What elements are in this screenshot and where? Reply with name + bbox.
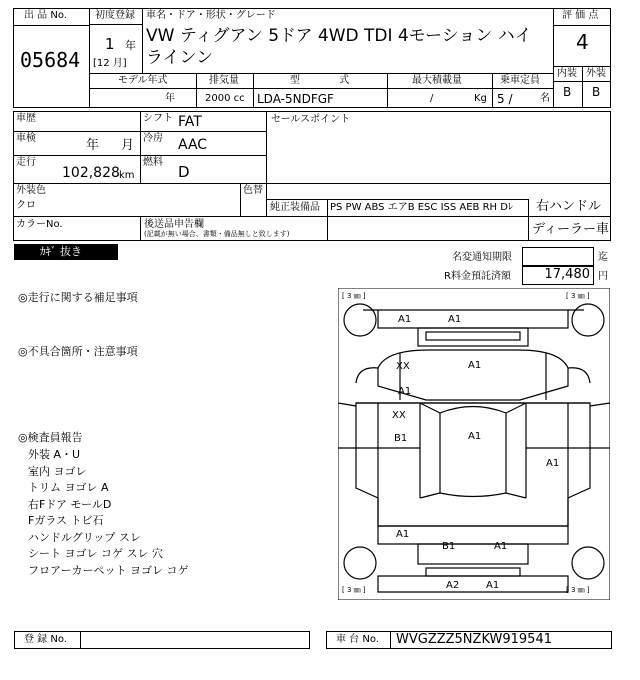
lot-no-label: 出 品 No. — [24, 10, 67, 21]
sales-point-label: セールスポイント — [271, 114, 351, 125]
mark-hood-xx: XX — [396, 361, 410, 372]
exterior-grade: B — [592, 85, 601, 99]
score: 4 — [576, 30, 589, 54]
inspection-month-unit: 月 — [121, 138, 135, 153]
remark-line: 室内 ヨゴレ — [28, 464, 87, 478]
lot-no: 05684 — [20, 48, 81, 72]
remarks-list — [28, 447, 188, 579]
docs-note: (記載が無い場合、書類・備品無しと致します) — [144, 230, 290, 238]
mark-right-door-a1: A1 — [546, 458, 560, 469]
mark-hood-a1-right: A1 — [468, 360, 482, 371]
displacement: 2000 cc — [205, 93, 245, 104]
color-no-label: カラーNo. — [16, 219, 63, 230]
model-year-label: モデル年式 — [118, 75, 168, 86]
ac: AAC — [178, 137, 208, 153]
reg-no-label: 登 録 No. — [24, 634, 67, 645]
name-change-label: 名変通知期限 — [452, 252, 512, 263]
name-change-box — [522, 247, 594, 266]
fuel: D — [178, 163, 190, 181]
recycle-unit: 円 — [598, 271, 608, 282]
max-load-label: 最大積載量 — [412, 75, 462, 86]
ac-label: 冷房 — [143, 133, 163, 144]
docs-label: 後送品申告欄 — [144, 219, 204, 230]
fuel-label: 燃料 — [143, 157, 163, 168]
first-reg-year: 1 — [105, 35, 115, 53]
steering: 右ハンドル — [536, 199, 602, 214]
mark-hood-a1-left: A1 — [398, 386, 412, 397]
score-label: 評 価 点 — [562, 10, 599, 21]
shift: FAT — [178, 114, 202, 130]
driving-title: ◎走行に関する補足事項 — [18, 291, 138, 304]
max-load-unit: Kg — [474, 93, 487, 104]
max-load-sep: / — [430, 93, 434, 104]
equipment: PS PW ABS エアB ESC ISS AEB RH Dﾚ — [330, 202, 513, 213]
first-reg-label: 初度登録 — [95, 10, 135, 21]
tire-label-rl: [ 3 ㎜ ] — [342, 586, 366, 594]
capacity: 5 / — [497, 92, 513, 106]
tire-label-fr: [ 3 ㎜ ] — [566, 292, 590, 300]
mark-front-bumper-center: A1 — [448, 314, 462, 325]
inspection-year-unit: 年 — [86, 138, 100, 153]
first-reg-month: [12 月] — [93, 58, 127, 69]
chassis-label: 車 台 No. — [336, 634, 379, 645]
defects-title: ◎不具合箇所・注意事項 — [18, 345, 138, 358]
mark-rear-a1: A1 — [494, 541, 508, 552]
interior-grade: B — [563, 85, 572, 99]
ext-color-label: 外装色 — [16, 185, 46, 196]
capacity-unit: 名 — [540, 93, 550, 104]
interior-label: 内装 — [557, 68, 577, 79]
mark-roof-a1: A1 — [468, 431, 482, 442]
mark-rear-b1: B1 — [442, 541, 456, 552]
car-diagram-svg — [338, 288, 610, 600]
chassis: WVGZZZ5NZKW919541 — [396, 632, 552, 647]
recycle-amount: 17,480 — [544, 267, 590, 282]
mark-fender-xx: XX — [392, 410, 406, 421]
ext-color: クロ — [16, 200, 36, 211]
mark-front-bumper-left: A1 — [398, 314, 412, 325]
equipment-label: 純正装備品 — [270, 202, 320, 213]
car-name: VW ティグアン 5ドア 4WD TDI 4モーション ハイラインン — [146, 26, 532, 68]
name-change-unit: 迄 — [598, 252, 608, 263]
mileage-label: 走行 — [16, 157, 36, 168]
exterior-label: 外装 — [586, 68, 606, 79]
inspection-label: 車検 — [16, 133, 36, 144]
car-diagram — [338, 288, 610, 600]
mileage: 102,828 — [62, 165, 120, 181]
type: LDA-5NDFGF — [257, 92, 334, 106]
mark-fender-b1: B1 — [394, 433, 408, 444]
capacity-label: 乗車定員 — [500, 75, 540, 86]
remark-line: 外装 A・U — [28, 448, 81, 461]
dealer: ディーラー車 — [532, 222, 609, 237]
mark-left-rear-a1: A1 — [396, 529, 410, 540]
remark-line: Fガラス トビ石 — [28, 514, 104, 527]
tire-label-fl: [ 3 ㎜ ] — [342, 292, 366, 300]
remark-line: シート ヨゴレ コゲ スレ 穴 — [28, 547, 163, 560]
inspector-title: ◎検査員報告 — [18, 431, 83, 444]
model-year-unit: 年 — [165, 93, 175, 104]
remark-line: ハンドルグリップ スレ — [28, 530, 141, 544]
year-unit: 年 — [125, 39, 136, 52]
mileage-unit: km — [119, 170, 135, 181]
mark-rear-bumper-a1: A1 — [486, 580, 500, 591]
shift-label: シフト — [143, 113, 173, 124]
history-label: 車歴 — [16, 113, 36, 124]
displacement-label: 排気量 — [209, 75, 239, 86]
remark-line: 右Fドア モールD — [28, 497, 112, 511]
remark-line: トリム ヨゴレ A — [28, 481, 109, 494]
mark-rear-bumper-a2: A2 — [446, 580, 460, 591]
key-tag-text: ｶｷﾞ 抜き — [40, 245, 82, 258]
color-change-label: 色替 — [243, 185, 263, 196]
recycle-label: R料金預託済額 — [444, 271, 511, 282]
remark-line: フロアーカーペット ヨゴレ コゲ — [28, 563, 189, 577]
type-label: 型 式 — [290, 75, 368, 86]
tire-label-rr: [ 3 ㎜ ] — [566, 586, 590, 594]
car-name-label: 車名・ドア・形状・グレード — [146, 10, 276, 21]
